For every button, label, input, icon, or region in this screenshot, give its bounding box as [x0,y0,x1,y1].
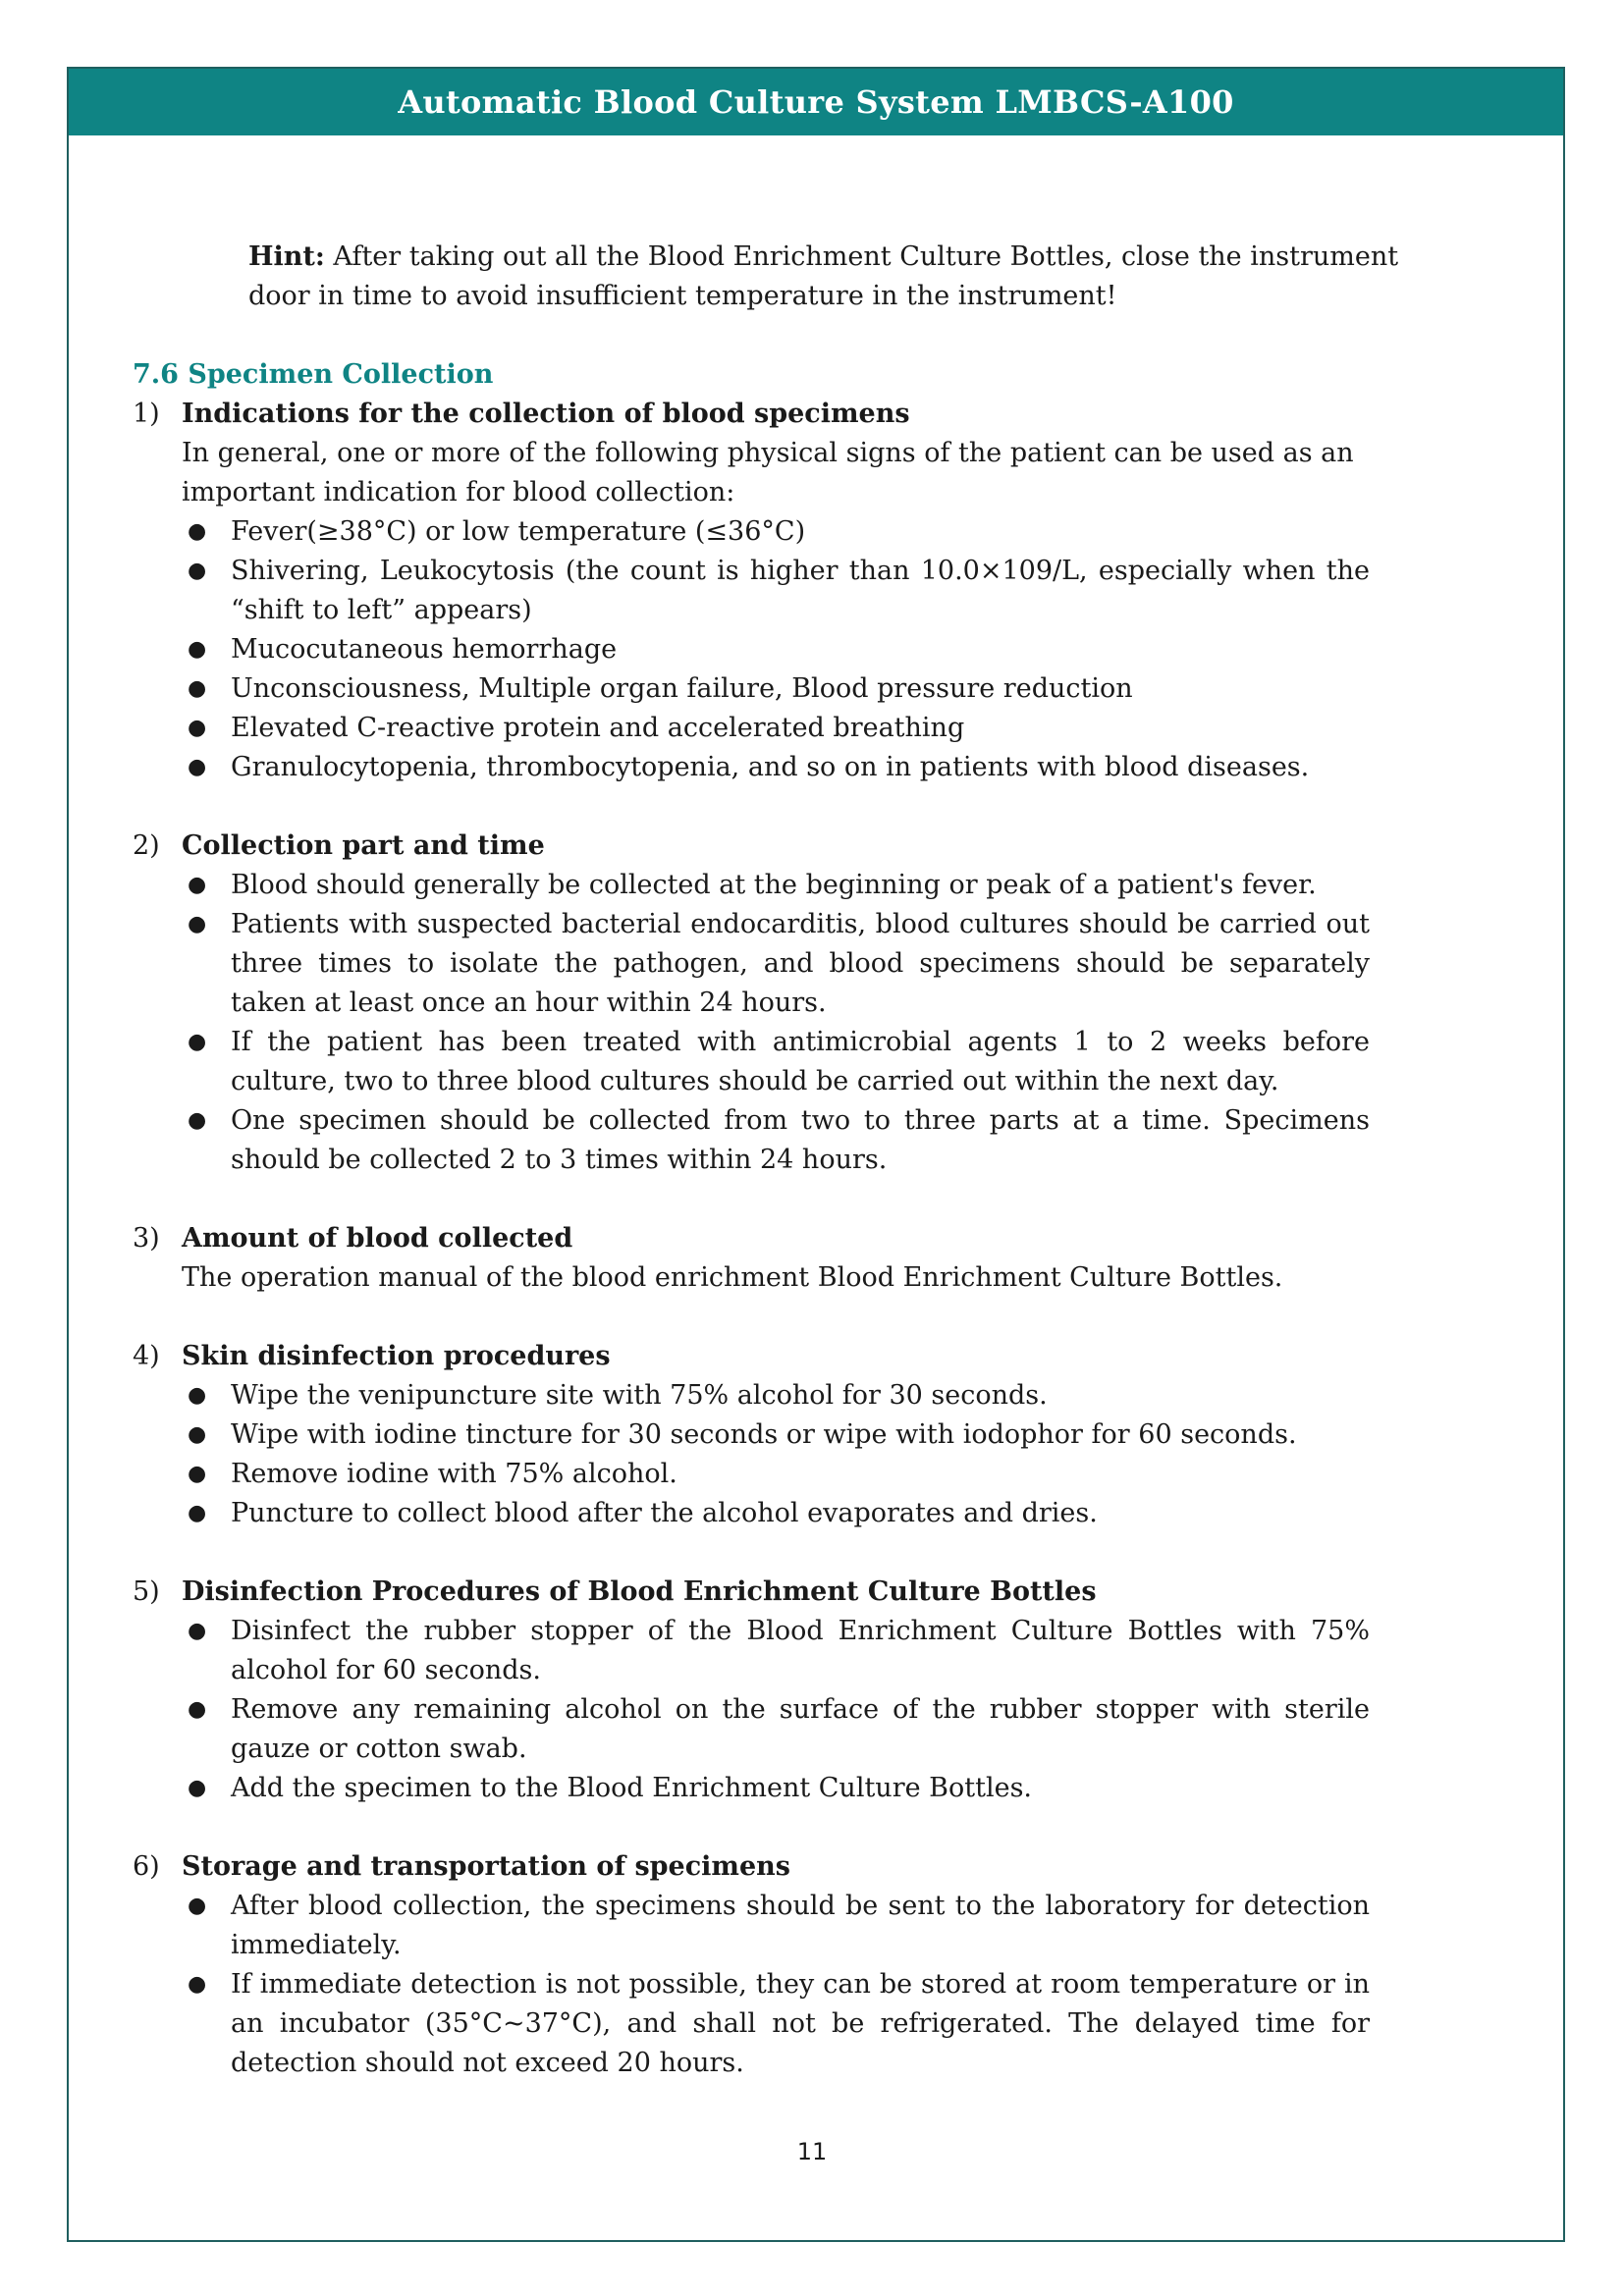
item-number: 5) [133,1576,160,1607]
item-title: Storage and transportation of specimens [182,1851,790,1882]
bullet-icon: ● [188,1894,207,1918]
bullet-text: Wipe with iodine tincture for 30 seconds or wipe with iodophor for 60 seconds. [231,1419,1297,1450]
bullet-text: Blood should generally be collected at the beginning or peak of a patient's fever. [231,870,1317,900]
item-body [182,1258,1438,1298]
bullet-item [182,630,1370,669]
bullet-text: Unconsciousness, Multiple organ failure, Blood pressure reduction [231,673,1133,704]
item-number: 2) [133,830,160,861]
bullet-text: Fever(≥38°C) or low temperature (≤36°C) [231,516,806,547]
hint-label: Hint: [248,241,325,272]
bullet-list [182,1376,1438,1533]
numbered-item [133,1219,1438,1298]
bullet-text: Add the specimen to the Blood Enrichment Culture Bottles. [231,1773,1033,1803]
bullet-item [182,1023,1370,1101]
bullet-item [182,1690,1370,1769]
bullet-item [182,669,1370,709]
bullet-item [182,512,1370,552]
item-heading [133,1847,1438,1887]
item-body [182,1612,1438,1808]
bullet-item [182,1769,1370,1808]
bullet-icon: ● [188,1697,207,1722]
item-title: Indications for the collection of blood specimens [182,399,910,429]
bullet-list [182,1612,1438,1808]
item-list [133,395,1438,2083]
bullet-text: Puncture to collect blood after the alcohol evaporates and dries. [231,1498,1098,1528]
bullet-text: If the patient has been treated with antimicrobial agents 1 to 2 weeks before culture, two to three blood cultures should be carried out within the next day. [231,1027,1370,1096]
bullet-icon: ● [188,873,207,897]
header-bar [69,69,1563,135]
item-title: Skin disinfection procedures [182,1341,611,1371]
numbered-item [133,1847,1438,2083]
item-number: 3) [133,1223,160,1254]
bullet-icon: ● [188,1030,207,1054]
bullet-item [182,1415,1370,1455]
numbered-item [133,827,1438,1180]
bullet-item [182,748,1370,787]
item-spacer [133,1180,1438,1219]
bullet-icon: ● [188,1619,207,1643]
bullet-text: Mucocutaneous hemorrhage [231,634,618,665]
item-body [182,1376,1438,1533]
item-title: Disinfection Procedures of Blood Enrichment Culture Bottles [182,1576,1097,1607]
item-spacer [133,1533,1438,1573]
bullet-text: After blood collection, the specimens should be sent to the laboratory for detection immediately. [231,1891,1370,1960]
bullet-text: One specimen should be collected from two to three parts at a time. Specimens should be collected 2 to 3 times within 24 hours. [231,1105,1370,1175]
item-body [182,1887,1438,2083]
item-paragraph: In general, one or more of the following physical signs of the patient can be used as an important indication for blood collection: [182,438,1354,507]
item-heading [133,1337,1438,1376]
bullet-item [182,1494,1370,1533]
item-spacer [133,1298,1438,1337]
bullet-item [182,1101,1370,1180]
bullet-text: Disinfect the rubber stopper of the Blood Enrichment Culture Bottles with 75% alcohol for 60 seconds. [231,1616,1370,1685]
bullet-item [182,1455,1370,1494]
bullet-icon: ● [188,755,207,779]
bullet-item [182,709,1370,748]
hint-note [248,238,1436,316]
item-body [182,866,1438,1180]
bullet-icon: ● [188,1383,207,1408]
bullet-icon: ● [188,519,207,544]
item-heading [133,395,1438,434]
bullet-item [182,1612,1370,1690]
item-heading [133,1573,1438,1612]
item-paragraph: The operation manual of the blood enrichment Blood Enrichment Culture Bottles. [182,1262,1283,1293]
section-heading: 7.6 Specimen Collection [133,359,494,390]
bullet-text: If immediate detection is not possible, they can be stored at room temperature or in an incubator (35°C~37°C), and shall not be refrigerated. The delayed time for detection should not exceed 20 hours. [231,1969,1370,2078]
bullet-item [182,1376,1370,1415]
bullet-icon: ● [188,716,207,740]
item-heading [133,827,1438,866]
bullet-text: Shivering, Leukocytosis (the count is higher than 10.0×109/L, especially when the “shift to left” appears) [231,556,1370,625]
bullet-icon: ● [188,1108,207,1133]
bullet-item [182,866,1370,905]
item-number: 6) [133,1851,160,1882]
bullet-icon: ● [188,1422,207,1447]
bullet-item [182,905,1370,1023]
bullet-icon: ● [188,1972,207,1997]
bullet-text: Granulocytopenia, thrombocytopenia, and so on in patients with blood diseases. [231,752,1310,782]
bullet-icon: ● [188,912,207,936]
bullet-icon: ● [188,637,207,662]
bullet-text: Patients with suspected bacterial endocarditis, blood cultures should be carried out three times to isolate the pathogen, and blood specimens should be separately taken at least once an hour within 24 hours. [231,909,1370,1018]
bullet-text: Wipe the venipuncture site with 75% alcohol for 30 seconds. [231,1380,1048,1411]
item-title: Collection part and time [182,830,545,861]
item-title: Amount of blood collected [182,1223,573,1254]
bullet-text: Remove iodine with 75% alcohol. [231,1459,677,1489]
bullet-text: Remove any remaining alcohol on the surface of the rubber stopper with sterile gauze or cotton swab. [231,1694,1370,1764]
document-title: Automatic Blood Culture System LMBCS-A100 [398,83,1234,121]
item-spacer [133,787,1438,827]
hint-text: After taking out all the Blood Enrichment Culture Bottles, close the instrument door in time to avoid insufficient temperature in the instrument! [248,241,1399,311]
numbered-item [133,395,1438,787]
bullet-list [182,1887,1438,2083]
bullet-item [182,1887,1370,1965]
item-heading [133,1219,1438,1258]
bullet-icon: ● [188,559,207,583]
bullet-icon: ● [188,1501,207,1525]
item-spacer [133,1808,1438,1847]
bullet-list [182,866,1438,1180]
bullet-list [182,512,1438,787]
numbered-item [133,1573,1438,1808]
bullet-icon: ● [188,676,207,701]
item-number: 1) [133,399,160,429]
page-number: 11 [796,2138,828,2165]
bullet-item [182,552,1370,630]
bullet-icon: ● [188,1462,207,1486]
page-content [133,238,1438,2083]
bullet-item [182,1965,1370,2083]
bullet-icon: ● [188,1776,207,1800]
item-body [182,434,1438,787]
numbered-item [133,1337,1438,1533]
item-number: 4) [133,1341,160,1371]
bullet-text: Elevated C-reactive protein and accelerated breathing [231,713,965,743]
